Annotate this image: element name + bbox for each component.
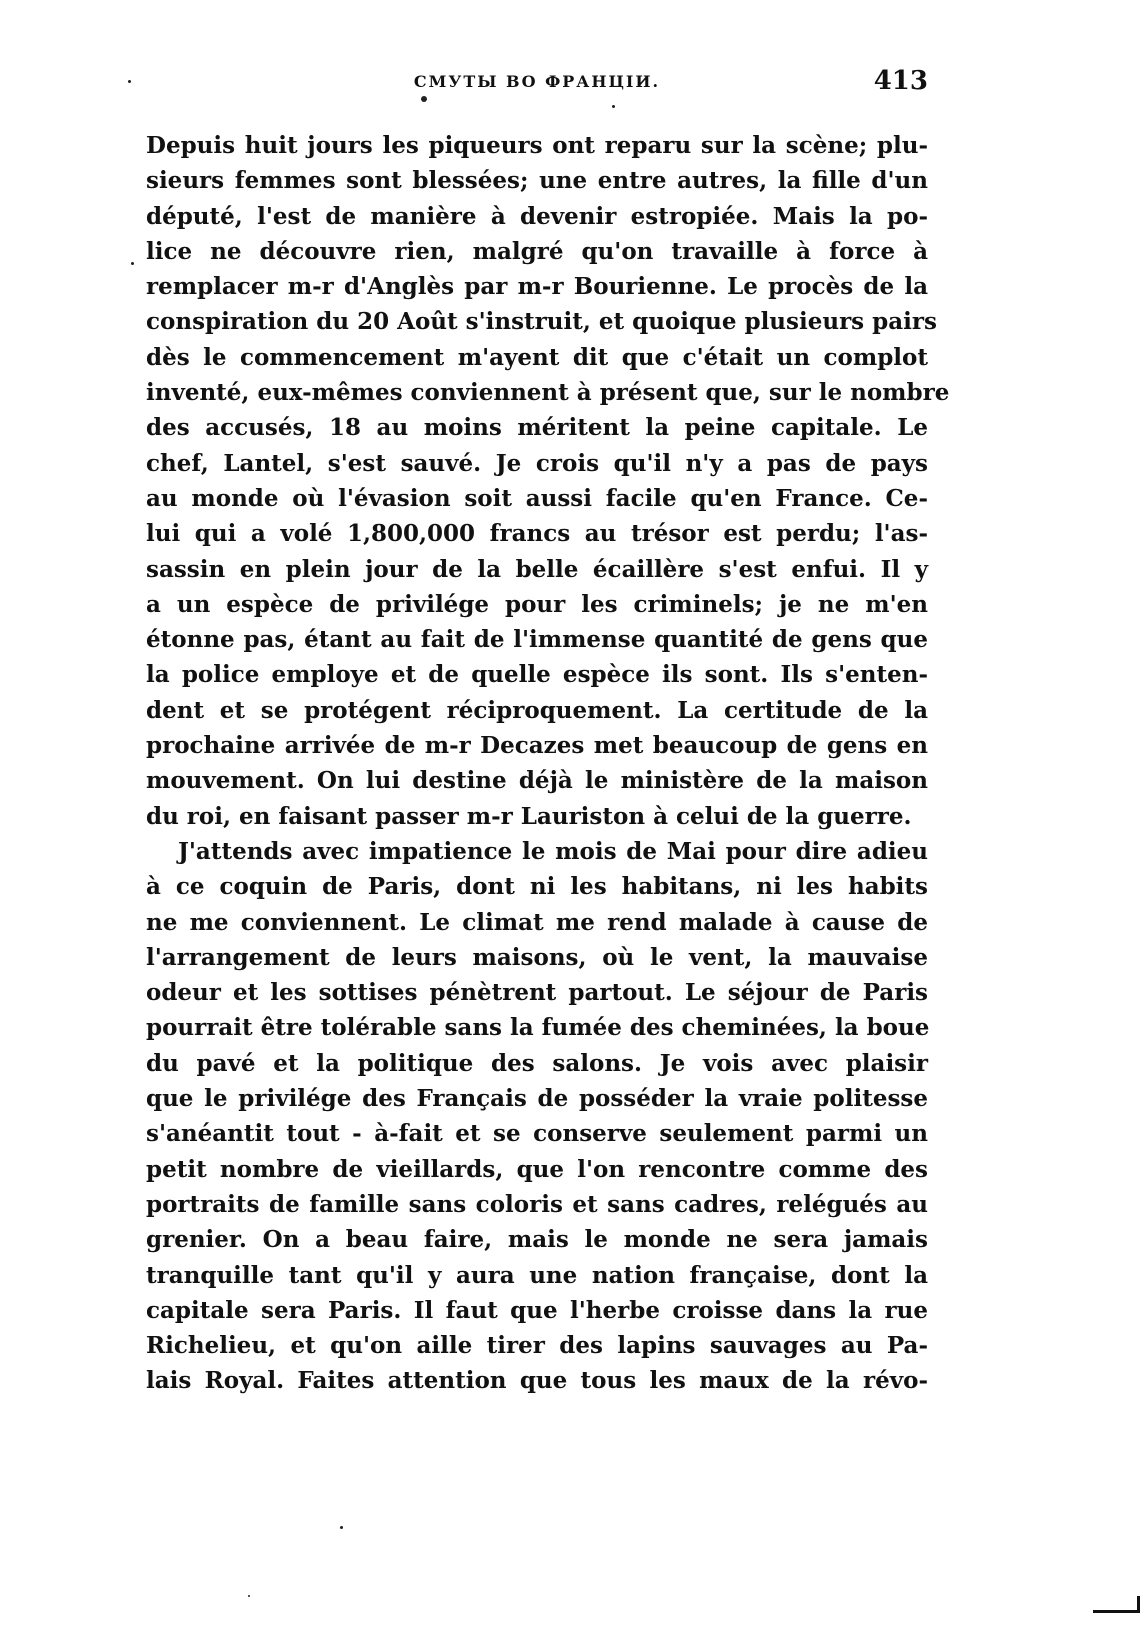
- text-line: a un espèce de privilége pour les criminels; je ne m'en: [146, 590, 928, 618]
- text-line: lui qui a volé 1,800,000 francs au trésor est perdu; l'as-: [146, 520, 928, 548]
- text-line: dès le commencement m'ayent dit que c'était un complot: [146, 343, 928, 371]
- text-line: à ce coquin de Paris, dont ni les habitans, ni les habits: [146, 873, 928, 901]
- paragraph-1: [146, 128, 950, 834]
- text-line: lice ne découvre rien, malgré qu'on travaille à force à: [146, 237, 928, 265]
- paragraph-2: [146, 834, 928, 1399]
- scan-speck: [248, 1595, 250, 1597]
- scan-corner-mark: [1093, 1596, 1140, 1613]
- text-line: petit nombre de vieillards, que l'on rencontre comme des: [146, 1155, 928, 1183]
- scan-speck: [128, 80, 131, 83]
- text-line: du pavé et la politique des salons. Je vois avec plaisir: [146, 1049, 928, 1077]
- text-line: sassin en plein jour de la belle écaillère s'est enfui. Il y: [146, 555, 928, 583]
- text-line: Richelieu, et qu'on aille tirer des lapins sauvages au Pa-: [146, 1332, 928, 1360]
- text-line: la police employe et de quelle espèce ils sont. Ils s'enten-: [146, 661, 928, 689]
- running-head: СМУТЫ ВО ФРАНЦІИ.: [413, 72, 661, 91]
- text-line: s'anéantit tout - à-fait et se conserve seulement parmi un: [146, 1120, 928, 1148]
- text-line: prochaine arrivée de m-r Decazes met beaucoup de gens en: [146, 732, 928, 760]
- scan-speck: [421, 96, 427, 102]
- text-line: pourrait être tolérable sans la fumée des cheminées, la boue: [146, 1014, 930, 1042]
- text-line: au monde où l'évasion soit aussi facile qu'en France. Ce-: [146, 484, 928, 512]
- page-header: [146, 66, 928, 106]
- text-line: odeur et les sottises pénètrent partout. Le séjour de Paris: [146, 979, 928, 1007]
- text-line: conspiration du 20 Août s'instruit, et quoique plusieurs pairs: [146, 308, 937, 336]
- text-line: capitale sera Paris. Il faut que l'herbe croisse dans la rue: [146, 1296, 928, 1324]
- scan-speck: [612, 105, 615, 108]
- text-line: député, l'est de manière à devenir estropiée. Mais la po-: [146, 202, 928, 230]
- scan-speck: [340, 1526, 343, 1529]
- text-line: sieurs femmes sont blessées; une entre autres, la fille d'un: [146, 167, 928, 195]
- text-line: remplacer m-r d'Anglès par m-r Bourienne. Le procès de la: [146, 273, 928, 301]
- scan-speck: [131, 262, 134, 265]
- text-line: chef, Lantel, s'est sauvé. Je crois qu'il n'y a pas de pays: [146, 449, 928, 477]
- text-line: mouvement. On lui destine déjà le ministère de la maison: [146, 767, 928, 795]
- body-text: [146, 128, 950, 1399]
- text-line: des accusés, 18 au moins méritent la peine capitale. Le: [146, 414, 928, 442]
- text-line: inventé, eux-mêmes conviennent à présent que, sur le nombre: [146, 379, 950, 407]
- text-line: l'arrangement de leurs maisons, où le vent, la mauvaise: [146, 943, 928, 971]
- text-line: grenier. On a beau faire, mais le monde ne sera jamais: [146, 1226, 928, 1254]
- text-line: ne me conviennent. Le climat me rend malade à cause de: [146, 908, 928, 936]
- text-line: que le privilége des Français de posséder la vraie politesse: [146, 1085, 928, 1113]
- text-line: lais Royal. Faites attention que tous les maux de la révo-: [146, 1367, 928, 1395]
- text-line: tranquille tant qu'il y aura une nation française, dont la: [146, 1261, 928, 1289]
- page-number: 413: [873, 66, 928, 96]
- text-line: du roi, en faisant passer m-r Lauriston à celui de la guerre.: [146, 802, 912, 830]
- text-line: dent et se protégent réciproquement. La certitude de la: [146, 696, 928, 724]
- text-line: J'attends avec impatience le mois de Mai pour dire adieu: [178, 837, 928, 865]
- text-line: étonne pas, étant au fait de l'immense quantité de gens que: [146, 626, 928, 654]
- text-line: Depuis huit jours les piqueurs ont reparu sur la scène; plu-: [146, 132, 928, 159]
- text-line: portraits de famille sans coloris et sans cadres, relégués au: [146, 1190, 928, 1218]
